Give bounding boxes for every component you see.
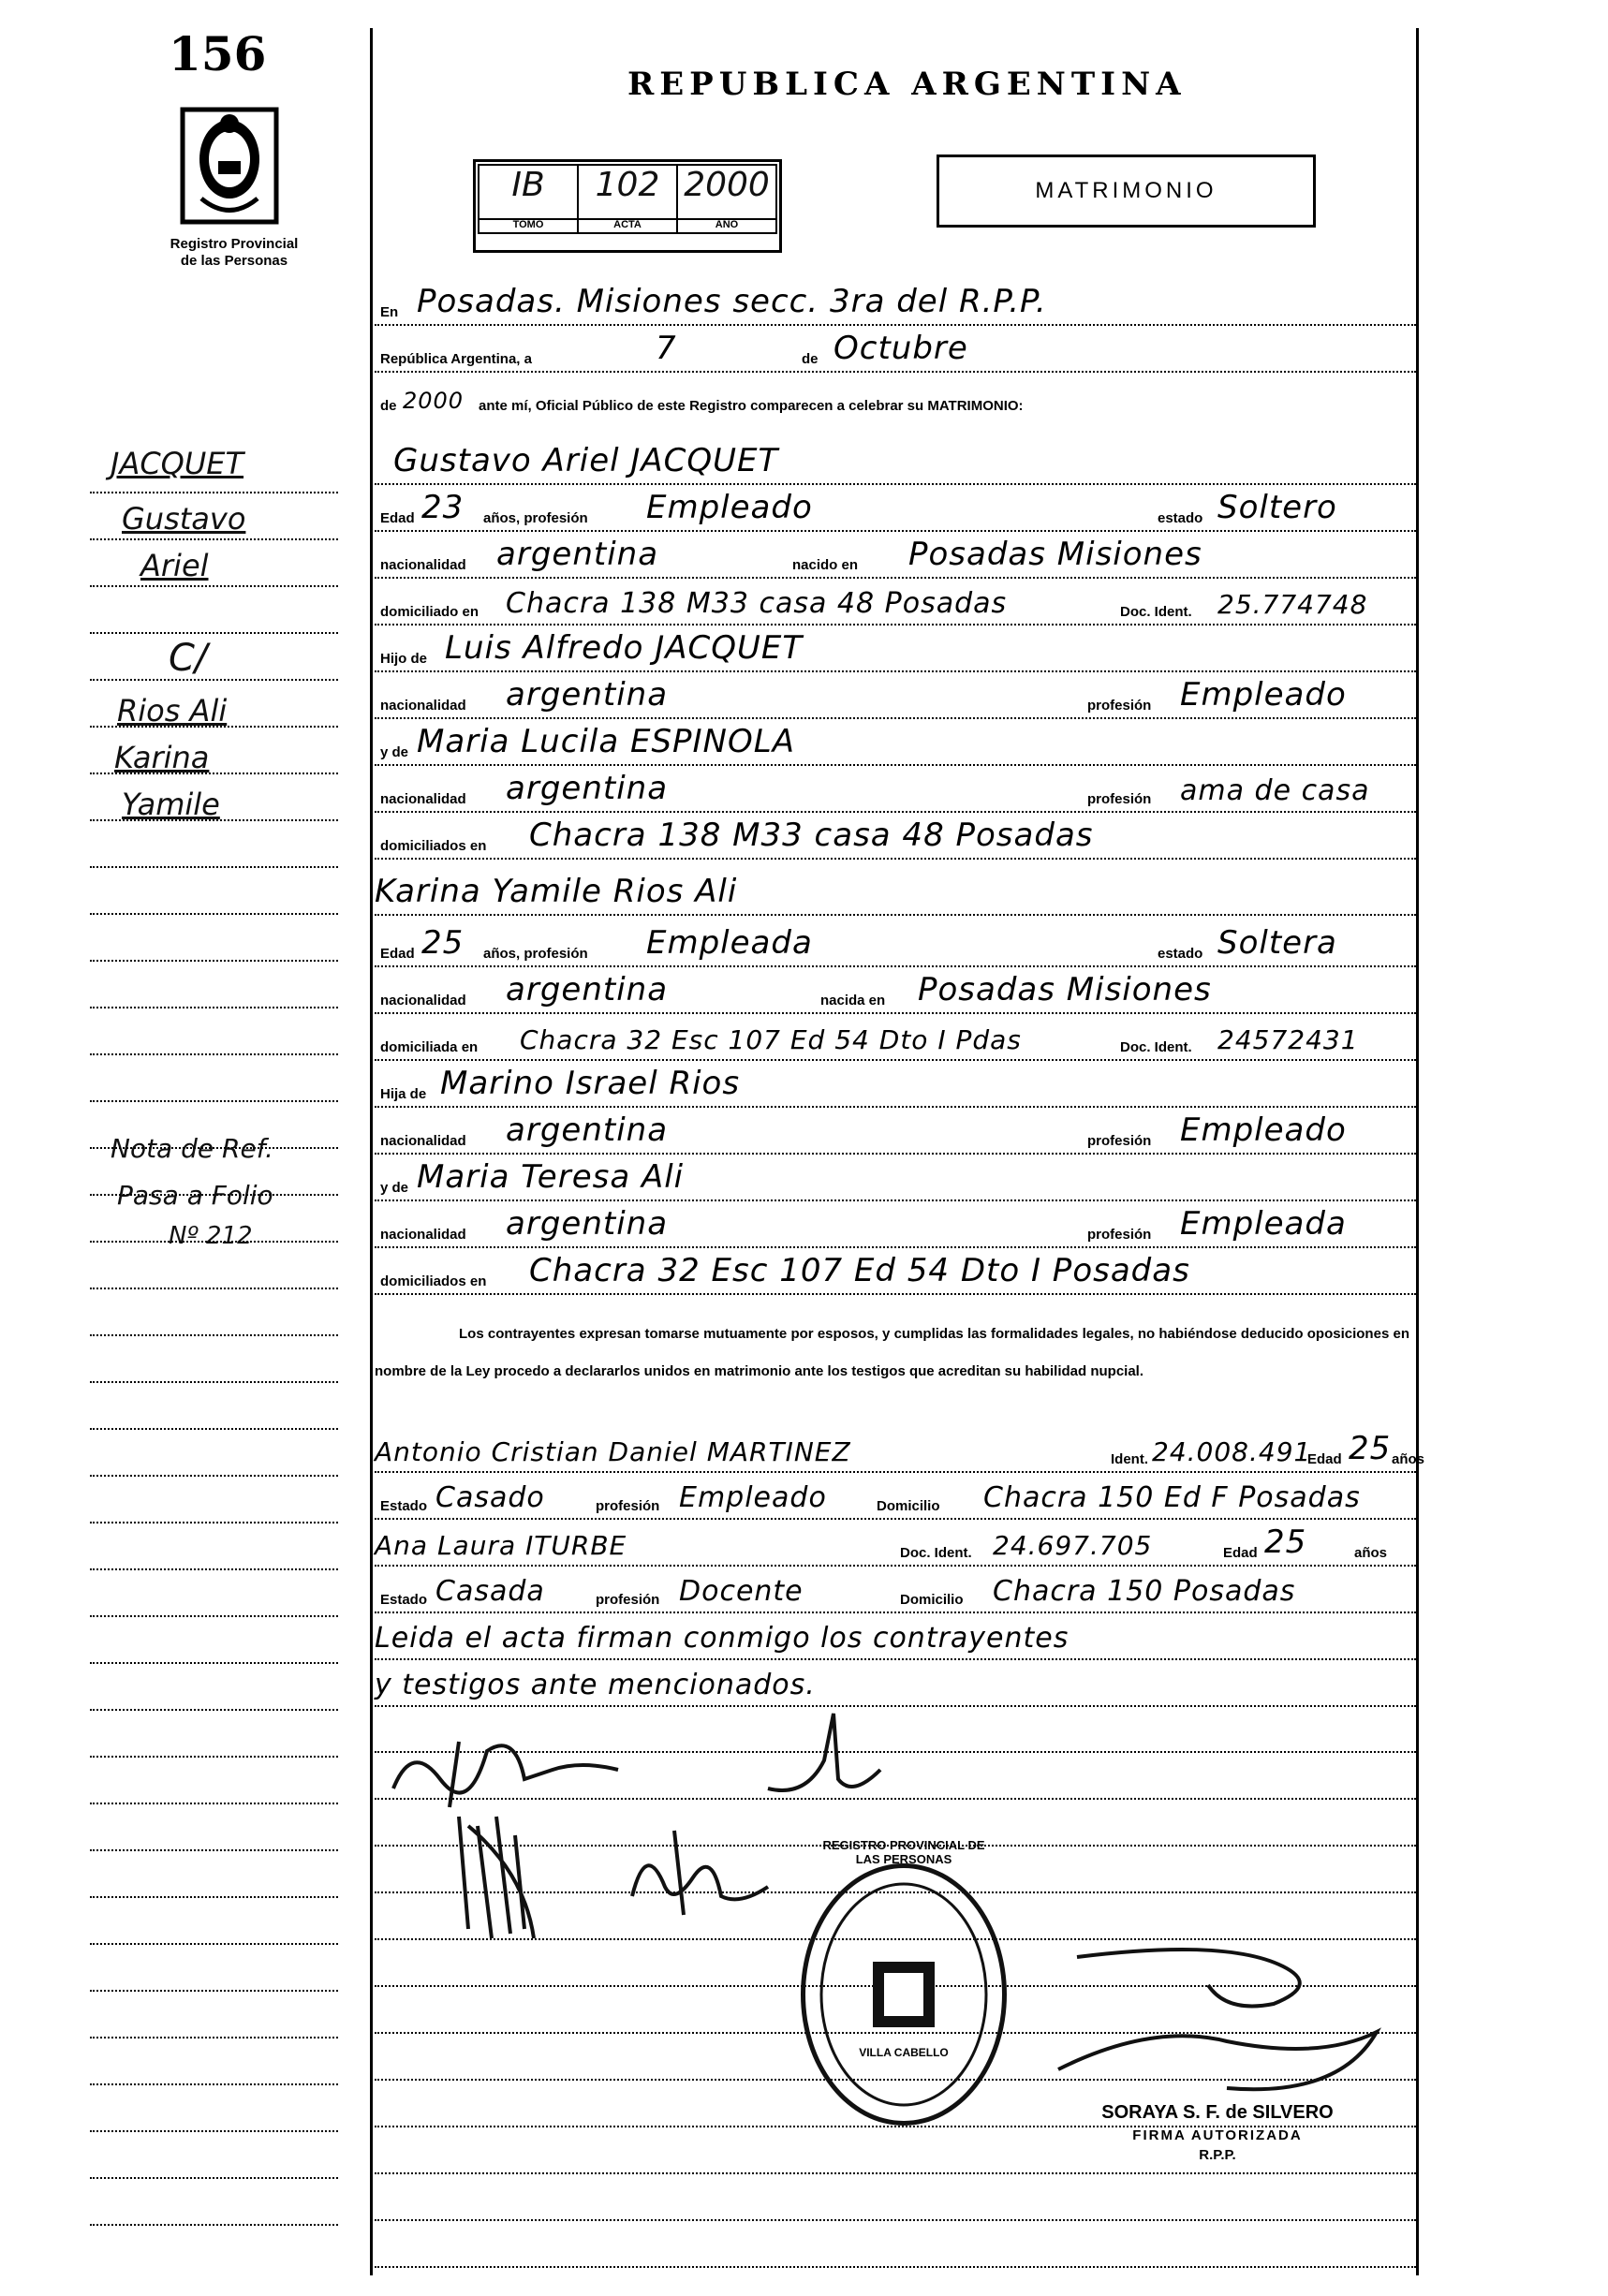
groom-name-row (375, 440, 1416, 485)
groom-mother-profession: ama de casa (1180, 774, 1370, 807)
margin-bride2: Karina (114, 740, 210, 775)
witness2-name-row (375, 1522, 1416, 1567)
witness2-age: 25 (1264, 1523, 1307, 1561)
witness2-details-row (375, 1568, 1416, 1613)
nacionalidad-label: nacionalidad (380, 698, 466, 714)
margin-conj: C/ (169, 637, 208, 680)
groom-address-row (375, 581, 1416, 626)
groom-status: Soltero (1217, 489, 1337, 526)
profesion-label: profesión (1087, 1133, 1152, 1149)
witness1-details-row (375, 1475, 1416, 1520)
margin-dotted-line (90, 1288, 338, 1289)
blank-dotted-line (375, 2223, 1416, 2268)
official-signature (1040, 1929, 1395, 2121)
groom-father-profession: Empleado (1180, 676, 1347, 714)
groom-father-nat-row (375, 674, 1416, 719)
seal-inner-text: VILLA CABELLO (859, 2046, 949, 2059)
day-value: 7 (656, 330, 677, 367)
witness1-name: Antonio Cristian Daniel MARTINEZ (375, 1436, 851, 1467)
en-label: En (380, 304, 399, 320)
nacionalidad-label: nacionalidad (380, 557, 466, 573)
margin-dotted-line (90, 819, 338, 821)
bride-mother-row (375, 1156, 1416, 1201)
bride-father-profession: Empleado (1180, 1111, 1347, 1149)
margin-dotted-line (90, 1849, 338, 1851)
tomo-value: IB (479, 166, 579, 218)
doc-ident-label: Doc. Ident. (1120, 1039, 1192, 1055)
groom-nationality: argentina (496, 536, 659, 573)
anos-label: años (1392, 1451, 1425, 1467)
nacionalidad-label: nacionalidad (380, 1133, 466, 1149)
registry-label (150, 236, 318, 270)
profesion-label: profesión (1087, 698, 1152, 714)
declaration-text: Los contrayentes expresan tomarse mutuamente por esposos, y cumplidas las formalidades legales, no habiéndose deducido oposiciones en nombre de la Ley procedo a declararlos unidos en matrimonio ante los testigos que acreditan su habilidad nupcial. (375, 1326, 1409, 1379)
left-column-divider (370, 28, 373, 2275)
doc-ident2-label: Doc. Ident. (900, 1545, 972, 1561)
groom-address: Chacra 138 M33 casa 48 Posadas (506, 587, 1008, 620)
right-page-border (1416, 28, 1419, 2275)
margin-bride1: Rios Ali (117, 693, 228, 729)
edad-label: Edad (380, 946, 415, 962)
witness1-signature (440, 1798, 571, 1952)
bride-age: 25 (421, 924, 465, 962)
witness2-doc: 24.697.705 (993, 1530, 1153, 1561)
margin-dotted-line (90, 726, 338, 728)
bride-father-nationality: argentina (506, 1111, 669, 1149)
margin-dotted-line (90, 585, 338, 587)
bride-nationality: argentina (506, 971, 669, 1008)
bride-father: Marino Israel Rios (440, 1065, 741, 1102)
year-value: 2000 (403, 388, 465, 414)
date-row (375, 328, 1416, 373)
domicilio-label: Domicilio (900, 1592, 964, 1608)
margin-dotted-line (90, 1381, 338, 1383)
edad-label: Edad (1307, 1451, 1342, 1467)
domiciliados-en-label: domiciliados en (380, 1273, 487, 1289)
witness2-profession: Docente (679, 1575, 804, 1608)
de-label: de (802, 351, 819, 367)
witness1-profession: Empleado (679, 1481, 827, 1514)
groom-age: 23 (421, 489, 465, 526)
acta-value: 102 (579, 166, 678, 218)
estado-label: estado (1158, 946, 1203, 962)
witness2-name: Ana Laura ITURBE (375, 1530, 627, 1561)
bride-address: Chacra 32 Esc 107 Ed 54 Dto I Pdas (520, 1024, 1022, 1055)
margin-dotted-line (90, 1896, 338, 1898)
domiciliados-en-label: domiciliados en (380, 838, 487, 854)
groom-age-row (375, 487, 1416, 532)
witness2-address: Chacra 150 Posadas (993, 1575, 1296, 1608)
margin-note1: Nota de Ref. (111, 1133, 273, 1164)
closing-row1 (375, 1615, 1416, 1660)
margin-dotted-line (90, 1100, 338, 1102)
bride-father-nat-row (375, 1110, 1416, 1155)
margin-bride3: Yamile (122, 787, 220, 822)
margin-note2: Pasa a Folio (117, 1180, 273, 1211)
estado-label: estado (1158, 510, 1203, 526)
preamble-row (375, 375, 1416, 418)
nacido-en-label: nacido en (792, 557, 859, 573)
bride-signature (749, 1704, 899, 1821)
margin-dotted-line (90, 2224, 338, 2226)
bride-birthplace: Posadas Misiones (918, 971, 1212, 1008)
margin-dotted-line (90, 1803, 338, 1804)
margin-dotted-line (90, 1522, 338, 1523)
witness1-status: Casado (435, 1481, 545, 1514)
ano-value: 2000 (684, 166, 770, 204)
margin-dotted-line (90, 1662, 338, 1664)
closing-line2: y testigos ante mencionados. (375, 1669, 816, 1701)
coat-of-arms-logo (173, 105, 286, 227)
estado-cap-label: Estado (380, 1498, 428, 1514)
margin-dotted-line (90, 1147, 338, 1149)
margin-dotted-line (90, 1756, 338, 1758)
de2-label: de (380, 398, 397, 414)
margin-dotted-line (90, 2037, 338, 2038)
place-row (375, 281, 1416, 326)
acta-label: ACTA (579, 219, 678, 234)
bride-mother: Maria Teresa Ali (417, 1158, 685, 1196)
estado-cap-label: Estado (380, 1592, 428, 1608)
bride-mother-profession: Empleada (1180, 1205, 1347, 1243)
nacionalidad-label: nacionalidad (380, 791, 466, 807)
margin-dotted-line (90, 1194, 338, 1196)
registry-line1: Registro Provincial (170, 236, 299, 252)
official-name: SORAYA S. F. de SILVERO (1101, 2102, 1334, 2123)
witness2-status: Casada (435, 1575, 545, 1608)
bride-age-row (375, 922, 1416, 967)
bride-parents-address-row (375, 1250, 1416, 1295)
margin-dotted-line (90, 1475, 338, 1477)
record-box (473, 159, 782, 253)
margin-dotted-line (90, 913, 338, 915)
groom-father: Luis Alfredo JACQUET (445, 629, 804, 667)
nacida-en-label: nacida en (820, 993, 886, 1008)
witness1-address: Chacra 150 Ed F Posadas (983, 1481, 1361, 1514)
registry-seal (801, 1838, 1007, 2126)
closing-line1: Leida el acta firman conmigo los contrayentes (375, 1622, 1070, 1655)
witness1-age: 25 (1349, 1430, 1392, 1467)
hija-de-label: Hija de (380, 1086, 427, 1102)
bride-father-row (375, 1063, 1416, 1108)
margin-dotted-line (90, 1053, 338, 1055)
blank-dotted-line (375, 2176, 1416, 2221)
margin-dotted-line (90, 866, 338, 868)
margin-dotted-line (90, 1428, 338, 1430)
country-header: REPUBLICA ARGENTINA (627, 66, 1187, 103)
bride-profession: Empleada (646, 924, 813, 962)
profesion-label: profesión (596, 1592, 660, 1608)
tomo-label: TOMO (478, 219, 579, 234)
act-type: MATRIMONIO (1035, 178, 1217, 203)
domiciliada-en-label: domiciliada en (380, 1039, 479, 1055)
anos-label: años (1354, 1545, 1388, 1561)
official-title: FIRMA AUTORIZADA (1132, 2127, 1303, 2143)
nacionalidad-label: nacionalidad (380, 1227, 466, 1243)
margin-dotted-line (90, 1568, 338, 1570)
bride-name-row (375, 871, 1416, 916)
groom-mother-nat-row (375, 768, 1416, 813)
place-value: Posadas. Misiones secc. 3ra del R.P.P. (417, 283, 1047, 320)
witness1-name-row (375, 1428, 1425, 1473)
bride-mother-nationality: argentina (506, 1205, 669, 1243)
groom-profession: Empleado (646, 489, 813, 526)
groom-parents-address: Chacra 138 M33 casa 48 Posadas (529, 817, 1094, 854)
bride-status: Soltera (1217, 924, 1337, 962)
ident-label: Ident. (1111, 1451, 1148, 1467)
margin-dotted-line (90, 1334, 338, 1336)
groom-mother-row (375, 721, 1416, 766)
margin-dotted-line (90, 2130, 338, 2132)
margin-dotted-line (90, 1990, 338, 1992)
nacionalidad-label: nacionalidad (380, 993, 466, 1008)
margin-dotted-line (90, 2177, 338, 2179)
closing-row2 (375, 1662, 1416, 1707)
anos-profesion-label: años, profesión (483, 510, 588, 526)
groom-parents-address-row (375, 815, 1416, 860)
groom-name: Gustavo Ariel JACQUET (393, 442, 779, 479)
margin-dotted-line (90, 1241, 338, 1243)
bride-mother-nat-row (375, 1203, 1416, 1248)
anos-profesion-label: años, profesión (483, 946, 588, 962)
bride-parents-address: Chacra 32 Esc 107 Ed 54 Dto I Posadas (529, 1252, 1190, 1289)
margin-given1: Gustavo (122, 501, 246, 537)
page-number: 156 (169, 26, 267, 81)
official-office: R.P.P. (1199, 2147, 1236, 2163)
month-value: Octubre (834, 330, 968, 367)
preamble-text: ante mí, Oficial Público de este Registro comparecen a celebrar su MATRIMONIO: (479, 398, 1024, 414)
margin-dotted-line (90, 1615, 338, 1617)
witness1-doc: 24.008.491 (1152, 1436, 1312, 1467)
registry-line2: de las Personas (180, 253, 288, 269)
edad-label: Edad (1223, 1545, 1258, 1561)
domicilio-label: Domicilio (877, 1498, 940, 1514)
margin-dotted-line (90, 960, 338, 962)
groom-father-nationality: argentina (506, 676, 669, 714)
doc-ident-label: Doc. Ident. (1120, 604, 1192, 620)
y-de-label: y de (380, 1180, 409, 1196)
edad-label: Edad (380, 510, 415, 526)
profesion-label: profesión (596, 1498, 660, 1514)
y-de-label: y de (380, 744, 409, 760)
hijo-de-label: Hijo de (380, 651, 428, 667)
act-type-box (937, 155, 1316, 228)
witness2-signature (618, 1821, 787, 1929)
bride-nationality-row (375, 969, 1416, 1014)
margin-note3: Nº 212 (169, 1222, 253, 1250)
margin-dotted-line (90, 632, 338, 634)
republica-label: República Argentina, a (380, 351, 532, 367)
profesion-label: profesión (1087, 791, 1152, 807)
margin-dotted-line (90, 2083, 338, 2085)
profesion-label: profesión (1087, 1227, 1152, 1243)
margin-dotted-line (90, 679, 338, 681)
groom-birthplace: Posadas Misiones (908, 536, 1202, 573)
groom-nationality-row (375, 534, 1416, 579)
groom-father-row (375, 627, 1416, 672)
bride-name: Karina Yamile Rios Ali (375, 873, 738, 910)
margin-dotted-line (90, 773, 338, 774)
ano-label: AÑO (678, 219, 777, 234)
bride-doc: 24572431 (1217, 1024, 1359, 1055)
groom-mother-nationality: argentina (506, 770, 669, 807)
domiciliado-en-label: domiciliado en (380, 604, 479, 620)
groom-doc: 25.774748 (1217, 589, 1368, 620)
margin-dotted-line (90, 538, 338, 540)
margin-dotted-line (90, 1943, 338, 1945)
margin-dotted-line (90, 492, 338, 493)
signature-block (1040, 2102, 1395, 2163)
margin-surname: JACQUET (111, 446, 244, 481)
seal-ring-text: REGISTRO PROVINCIAL DE LAS PERSONAS (822, 1838, 985, 1866)
bride-address-row (375, 1016, 1416, 1061)
groom-mother: Maria Lucila ESPINOLA (417, 723, 795, 760)
margin-dotted-line (90, 1007, 338, 1008)
margin-given2: Ariel (140, 548, 209, 583)
margin-dotted-line (90, 1709, 338, 1711)
